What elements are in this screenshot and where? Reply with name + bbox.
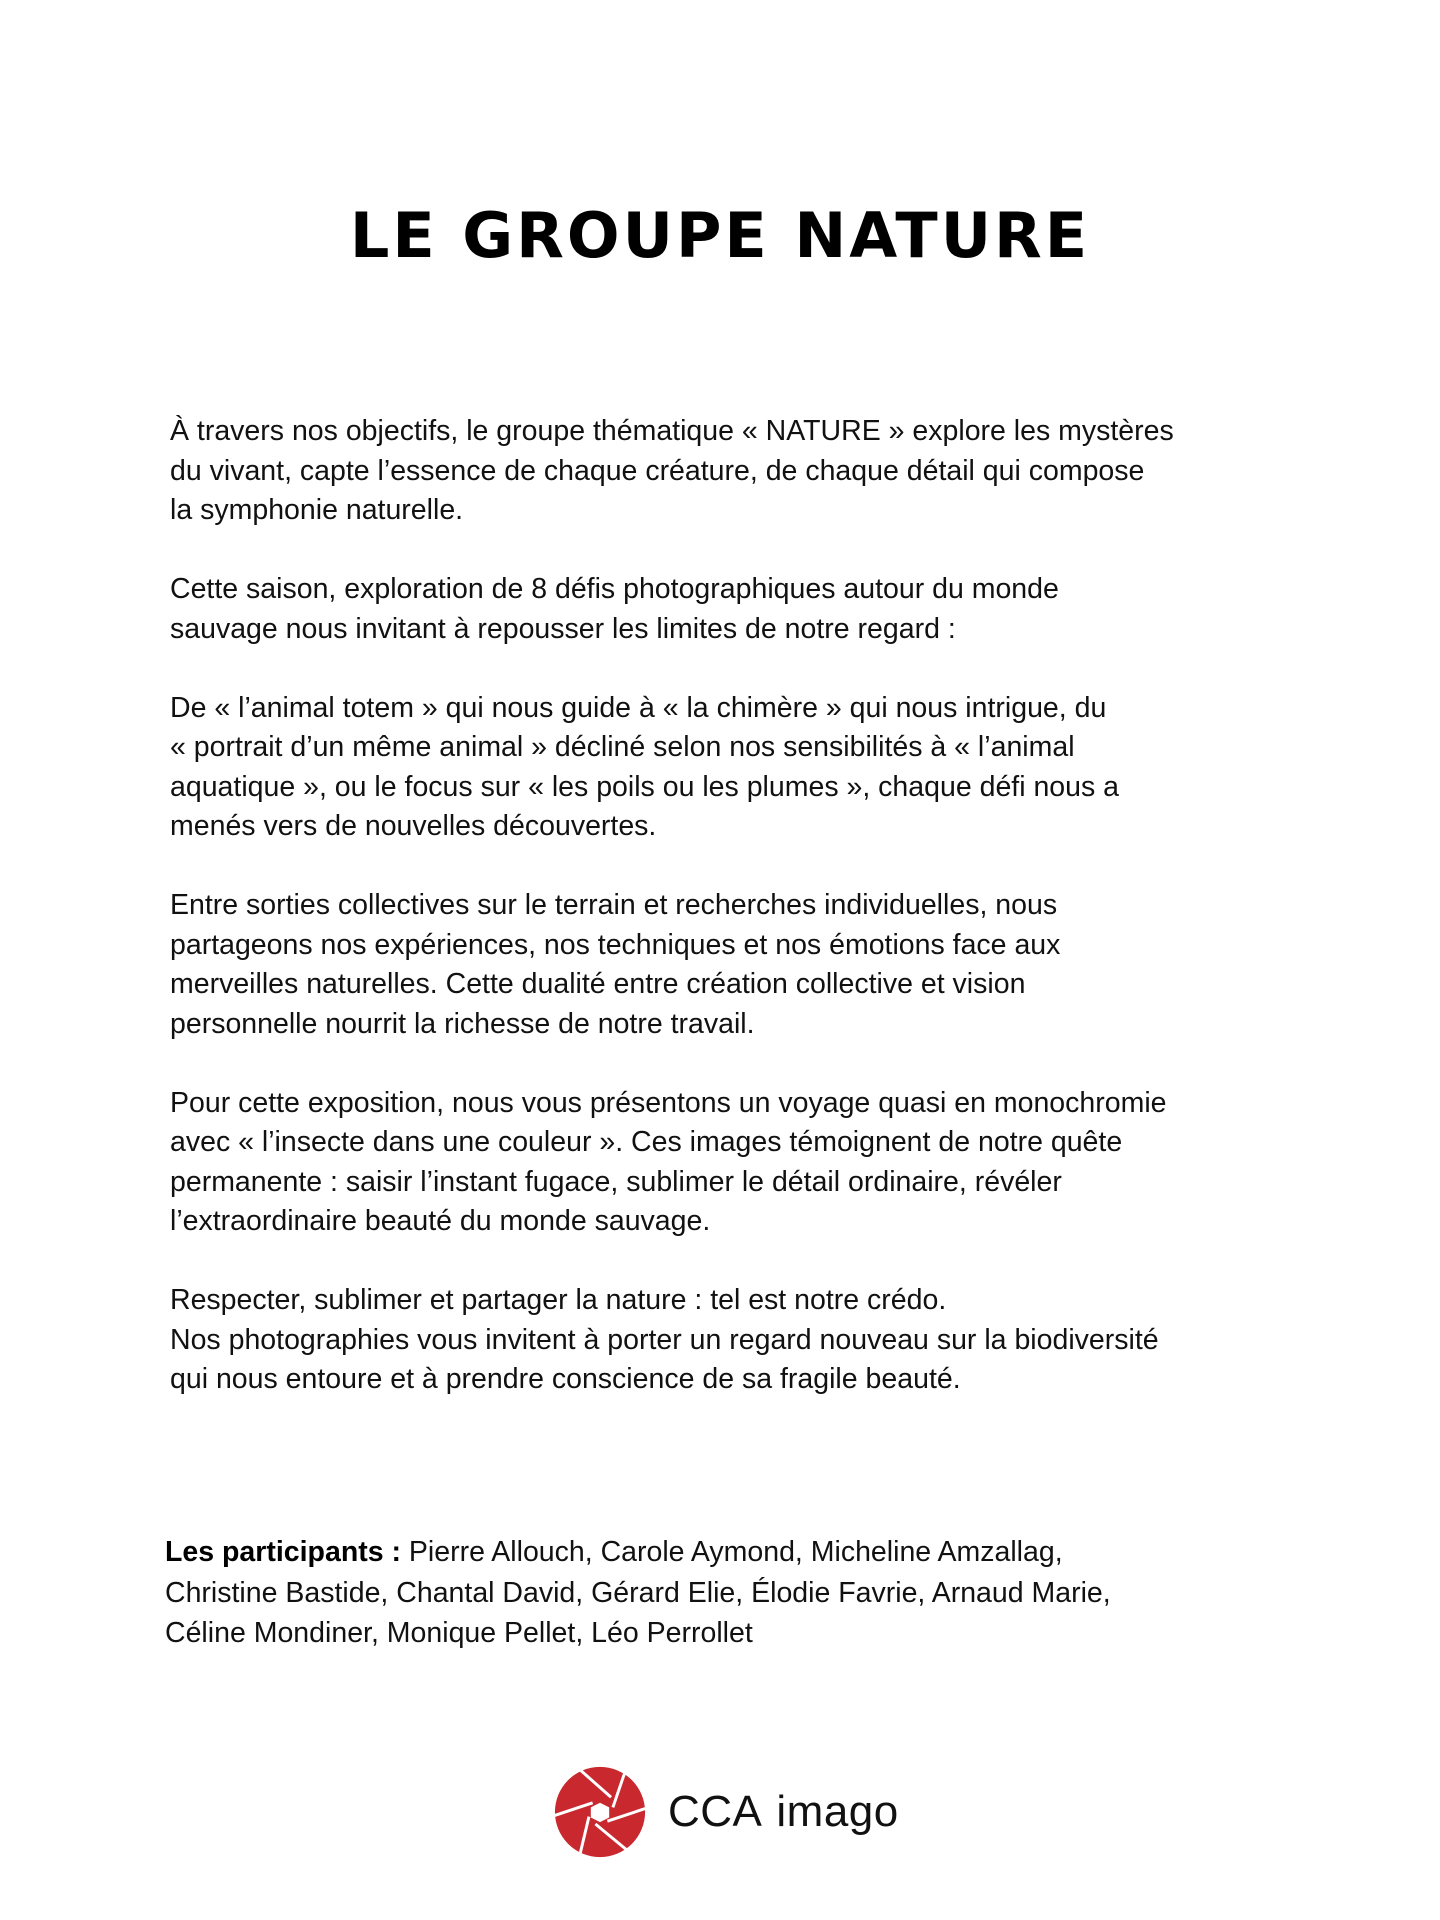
logo-word-cca: CCA (668, 1787, 763, 1836)
participants-names: Christine Bastide, Chantal David, Gérard Elie, Élodie Favrie, Arnaud Marie, (165, 1576, 1111, 1609)
camera-aperture-icon (554, 1766, 646, 1858)
text-line: menés vers de nouvelles découvertes. (170, 810, 657, 842)
text-line: Pour cette exposition, nous vous présentons un voyage quasi en monochromie (170, 1086, 1167, 1119)
body-text (170, 412, 1310, 1439)
participants-names: Pierre Allouch, Carole Aymond, Micheline Amzallag, (400, 1536, 1063, 1568)
participants-list (165, 1532, 1315, 1654)
text-line: merveilles naturelles. Cette dualité entre création collective et vision (170, 968, 1026, 1000)
text-line: l’extraordinaire beauté du monde sauvage. (170, 1205, 711, 1237)
paragraph-intro (170, 412, 1310, 531)
paragraph-season (170, 570, 1310, 649)
participants-first-line (165, 1532, 1315, 1573)
paragraph-exhibition (170, 1084, 1310, 1242)
text-line: Entre sorties collectives sur le terrain et recherches individuelles, nous (170, 889, 1058, 921)
text-line: du vivant, capte l’essence de chaque créature, de chaque détail qui compose (170, 454, 1145, 487)
cca-imago-logo (554, 1766, 899, 1858)
text-line: avec « l’insecte dans une couleur ». Ces images témoignent de notre quête (170, 1126, 1123, 1158)
page-title: LE GROUPE NATURE (349, 199, 1091, 272)
text-line: « portrait d’un même animal » décliné selon nos sensibilités à « l’animal (170, 731, 1075, 763)
text-line: Respecter, sublimer et partager la nature : tel est notre crédo. (170, 1284, 947, 1316)
text-line: aquatique », ou le focus sur « les poils ou les plumes », chaque défi nous a (170, 770, 1120, 803)
participants-names: Céline Mondiner, Monique Pellet, Léo Perrollet (165, 1617, 753, 1649)
text-line: Nos photographies vous invitent à porter un regard nouveau sur la biodiversité (170, 1323, 1159, 1356)
text-line: la symphonie naturelle. (170, 494, 464, 526)
text-line: Cette saison, exploration de 8 défis photographiques autour du monde (170, 573, 1059, 605)
text-line: À travers nos objectifs, le groupe thématique « NATURE » explore les mystères (170, 415, 1174, 447)
text-line: sauvage nous invitant à repousser les limites de notre regard : (170, 612, 956, 645)
paragraph-collective (170, 886, 1310, 1044)
logo-word-imago: imago (776, 1787, 899, 1836)
logo-wordmark (668, 1787, 899, 1837)
participants-label: Les participants : (165, 1536, 401, 1568)
text-line: partageons nos expériences, nos techniques et nos émotions face aux (170, 928, 1061, 961)
paragraph-challenges (170, 689, 1310, 847)
text-line: De « l’animal totem » qui nous guide à « la chimère » qui nous intrigue, du (170, 691, 1107, 724)
text-line: personnelle nourrit la richesse de notre travail. (170, 1007, 755, 1040)
paragraph-credo (170, 1281, 1310, 1400)
text-line: qui nous entoure et à prendre conscience de sa fragile beauté. (170, 1363, 961, 1395)
text-line: permanente : saisir l’instant fugace, sublimer le détail ordinaire, révéler (170, 1165, 1062, 1198)
